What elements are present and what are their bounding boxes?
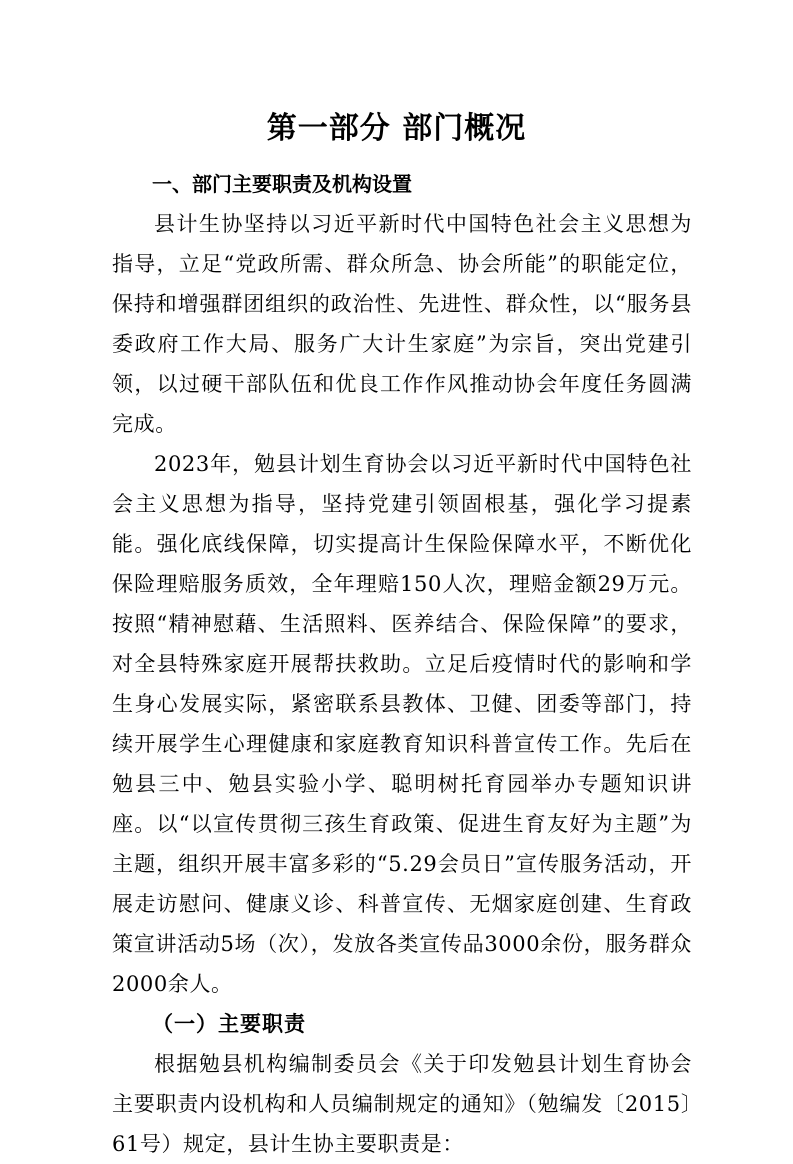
paragraph-2: 2023年，勉县计划生育协会以习近平新时代中国特色社会主义思想为指导，坚持党建引领固根基，强化学习提素能。强化底线保障，切实提高计生保险保障水平，不断优化保险理赔服务质效，全年理赔150人次，理赔金额29万元。按照“精神慰藉、生活照料、医养结合、保险保障”的要求，对全县特殊家庭开展帮扶救助。立足后疫情时代的影响和学生身心发展实际，紧密联系县教体、卫健、团委等部门，持续开展学生心理健康和家庭教育知识科普宣传工作。先后在勉县三中、勉县实验小学、聪明树托育园举办专题知识讲座。以“以宣传贯彻三孩生育政策、促进生育友好为主题”为主题，组织开展丰富多彩的“5.29会员日”宣传服务活动，开展走访慰问、健康义诊、科普宣传、无烟家庭创建、生育政策宣讲活动5场（次），发放各类宣传品3000余份，服务群众2000余人。 — [112, 452, 692, 996]
paragraph-3: 根据勉县机构编制委员会《关于印发勉县计划生育协会主要职责内设机构和人员编制规定的通知》（勉编发〔2015〕61号）规定，县计生协主要职责是： — [112, 1052, 692, 1156]
document-body — [112, 164, 692, 1164]
section-heading: 一、部门主要职责及机构设置 — [152, 172, 412, 196]
paragraph-1: 县计生协坚持以习近平新时代中国特色社会主义思想为指导，立足“党政所需、群众所急、协会所能”的职能定位，保持和增强群团组织的政治性、先进性、群众性，以“服务县委政府工作大局、服务广大计生家庭”为宗旨，突出党建引领，以过硬干部队伍和优良工作作风推动协会年度任务圆满完成。 — [112, 212, 692, 436]
page-title: 第一部分 部门概况 — [266, 111, 527, 146]
subheading-main-duties: （一）主要职责 — [152, 1011, 306, 1036]
